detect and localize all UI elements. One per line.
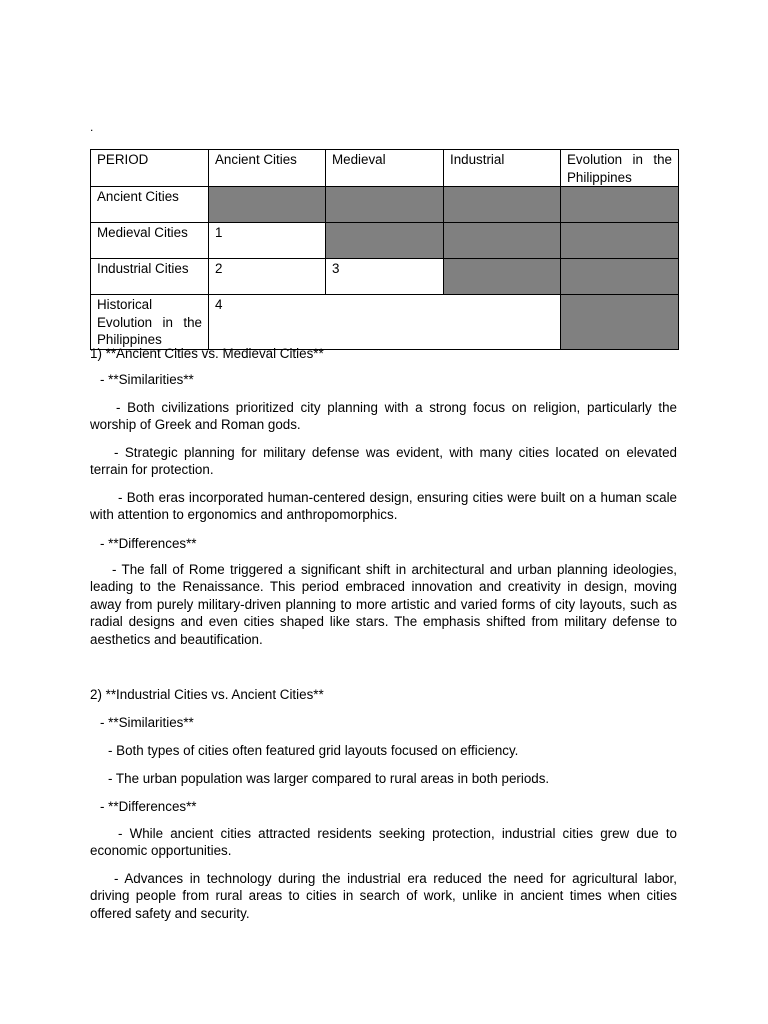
header-cell: Ancient Cities [209, 150, 326, 187]
table-cell: 1 [209, 223, 326, 259]
list-item: - Strategic planning for military defense was evident, with many cities located on elevated terrain for protection. [90, 445, 677, 478]
table-row [91, 187, 679, 223]
list-item: - Advances in technology during the industrial era reduced the need for agricultural labor, driving people from rural areas to cities in search of work, unlike in ancient times when cities offered safety and security. [90, 871, 677, 921]
list-item: - The urban population was larger compared to rural areas in both periods. [108, 771, 550, 786]
similarities-label: - **Similarities** [100, 715, 194, 730]
row-label: Industrial Cities [91, 259, 209, 295]
shaded-cell [561, 295, 679, 350]
table-row [91, 259, 679, 295]
shaded-cell [444, 187, 561, 223]
shaded-cell [444, 259, 561, 295]
page-marker: . [90, 120, 94, 134]
shaded-cell [561, 223, 679, 259]
list-item: - Both civilizations prioritized city planning with a strong focus on religion, particularly the worship of Greek and Roman gods. [90, 400, 677, 433]
list-item: - The fall of Rome triggered a significant shift in architectural and urban planning ideologies, leading to the Renaissance. This period embraced innovation and creativity in design, moving away from purely military-driven planning to more artistic and varied forms of city layouts, such as radial designs and even cities shaped like stars. The emphasis shifted from military defense to aesthetics and beautification. [90, 562, 677, 647]
table-row [91, 295, 679, 350]
shaded-cell [326, 187, 444, 223]
comparison-table [90, 149, 679, 350]
similarities-label: - **Similarities** [100, 372, 194, 387]
list-item: - While ancient cities attracted residents seeking protection, industrial cities grew due to economic opportunities. [90, 826, 677, 859]
header-cell: PERIOD [91, 150, 209, 187]
header-cell: Evolution in the Philippines [561, 150, 679, 187]
section-heading: 2) **Industrial Cities vs. Ancient Cities** [90, 687, 324, 702]
differences-label: - **Differences** [100, 799, 197, 814]
shaded-cell [209, 187, 326, 223]
row-label: Historical Evolution in the Philippines [91, 295, 209, 350]
table-row [91, 223, 679, 259]
section-heading: 1) **Ancient Cities vs. Medieval Cities** [90, 346, 324, 361]
row-label: Medieval Cities [91, 223, 209, 259]
table-header-row [91, 150, 679, 187]
shaded-cell [561, 259, 679, 295]
table-cell: 2 [209, 259, 326, 295]
differences-label: - **Differences** [100, 536, 197, 551]
table-cell: 4 [209, 295, 561, 350]
table-cell: 3 [326, 259, 444, 295]
list-item: - Both types of cities often featured grid layouts focused on efficiency. [108, 743, 519, 758]
list-item: - Both eras incorporated human-centered design, ensuring cities were built on a human scale with attention to ergonomics and anthropomorphics. [90, 490, 677, 523]
row-label: Ancient Cities [91, 187, 209, 223]
shaded-cell [444, 223, 561, 259]
header-cell: Medieval [326, 150, 444, 187]
shaded-cell [326, 223, 444, 259]
shaded-cell [561, 187, 679, 223]
header-cell: Industrial [444, 150, 561, 187]
